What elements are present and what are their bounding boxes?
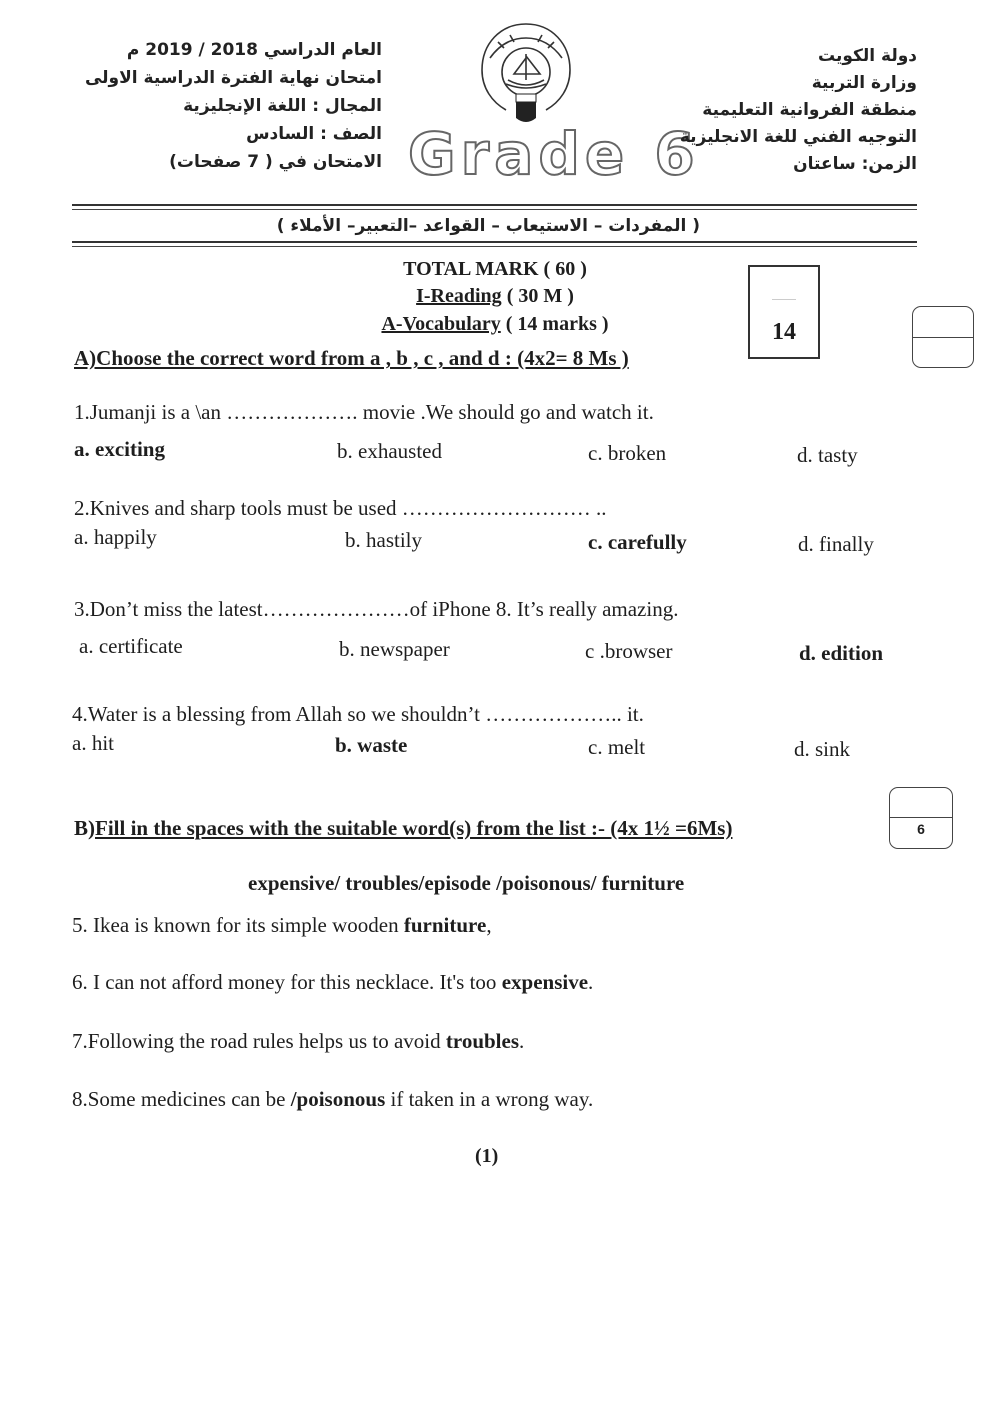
header-ministry: وزارة التربية [811,73,917,93]
sentence-6-text: 6. I can not afford money for this necklace. It's too [72,970,502,994]
header-year: العام الدراسي 2018 / 2019 م [126,40,382,60]
question-1: 1.Jumanji is a \an ………………. movie .We should go and watch it. [74,400,654,424]
header-grade: الصف : السادس [246,124,382,144]
bottom-rule-thin [72,246,917,247]
section-b-prefix: B) [74,816,95,840]
sections-list: ( المفردات – الاستيعاب – القواعد –التعبير– الأملاء ) [276,216,700,236]
sentence-6-answer[interactable]: expensive [501,970,589,994]
mark-entry-divider [913,337,973,338]
vocabulary-score-value: 14 [772,319,796,345]
q3-option-a[interactable]: a. certificate [79,634,183,658]
header-district: منطقة الفروانية التعليمية [702,100,917,120]
q2-option-c[interactable]: c. carefully [588,530,687,554]
sentence-5-end: , [486,913,492,937]
q4-option-d[interactable]: d. sink [794,737,851,761]
kuwait-emblem-icon [470,18,582,130]
sentence-8-answer[interactable]: /poisonous [290,1087,386,1111]
q2-option-a[interactable]: a. happily [74,525,157,549]
sentence-6-end: . [588,970,594,994]
section-b-instruction-text: Fill in the spaces with the suitable word(s) from the list :- (4x 1½ =6Ms) [95,816,733,840]
sentence-8-text: 8.Some medicines can be [72,1087,291,1111]
vocabulary-title [300,313,690,336]
q3-option-d[interactable]: d. edition [799,641,884,665]
header-exam-title: امتحان نهاية الفترة الدراسية الاولى [84,68,382,88]
q3-option-c[interactable]: c .browser [585,639,673,663]
page-number: (1) [475,1145,499,1167]
top-rule-thin [72,209,917,210]
question-3: 3.Don’t miss the latest…………………of iPhone 8. It’s really amazing. [74,597,679,621]
sentence-5 [72,913,492,938]
header-time: الزمن: ساعتان [793,154,917,174]
q2-option-b[interactable]: b. hastily [345,528,422,552]
vocabulary-marks: ( 14 marks ) [500,313,609,335]
section-a-instruction: A)Choose the correct word from a , b , c , and d : (4x2= 8 Ms ) [74,346,629,370]
section-b-score-box [889,787,953,849]
reading-label: I-Reading [416,285,502,307]
q4-option-b[interactable]: b. waste [335,733,408,757]
question-4: 4.Water is a blessing from Allah so we shouldn’t ……………….. it. [72,702,644,726]
score-divider [772,299,796,300]
vocabulary-label: A-Vocabulary [381,313,501,335]
sentence-7-text: 7.Following the road rules helps us to avoid [72,1029,446,1053]
sentence-8-end: if taken in a wrong way. [385,1087,594,1111]
reading-title [300,285,690,308]
q2-option-d[interactable]: d. finally [798,532,874,556]
header-pages: الامتحان في ( 7 صفحات) [169,152,382,172]
reading-marks: ( 30 M ) [501,285,574,307]
sentence-7-answer[interactable]: troubles [445,1029,520,1053]
sentence-5-text: 5. Ikea is known for its simple wooden [72,913,404,937]
section-b-instruction [74,816,732,841]
header-country: دولة الكويت [817,46,917,66]
q4-option-c[interactable]: c. melt [588,735,646,759]
top-rule [72,204,917,206]
sentence-8 [72,1087,593,1112]
total-mark-title: TOTAL MARK ( 60 ) [403,258,587,280]
question-2: 2.Knives and sharp tools must be used ……………………… .. [74,496,607,520]
header-department: التوجيه الفني للغة الانجليزية [679,127,917,147]
bottom-rule [72,241,917,243]
sentence-7-end: . [519,1029,525,1053]
sentence-5-answer[interactable]: furniture [403,913,487,937]
q1-option-b[interactable]: b. exhausted [337,439,442,463]
q1-option-a[interactable]: a. exciting [74,437,165,461]
section-b-score-divider [890,817,952,818]
grade-label: Grade 6 [408,120,700,188]
q4-option-a[interactable]: a. hit [72,731,114,755]
q1-option-c[interactable]: c. broken [588,441,667,465]
word-list: expensive/ troubles/episode /poisonous/ furniture [248,871,685,895]
q3-option-b[interactable]: b. newspaper [339,637,450,661]
q1-option-d[interactable]: d. tasty [797,443,858,467]
section-b-score-value: 6 [917,821,925,837]
mark-entry-box[interactable] [912,306,974,368]
vocabulary-score-box [748,265,820,359]
sentence-7 [72,1029,524,1054]
sentence-6 [72,970,593,995]
header-subject: المجال : اللغة الإنجليزية [183,96,382,116]
